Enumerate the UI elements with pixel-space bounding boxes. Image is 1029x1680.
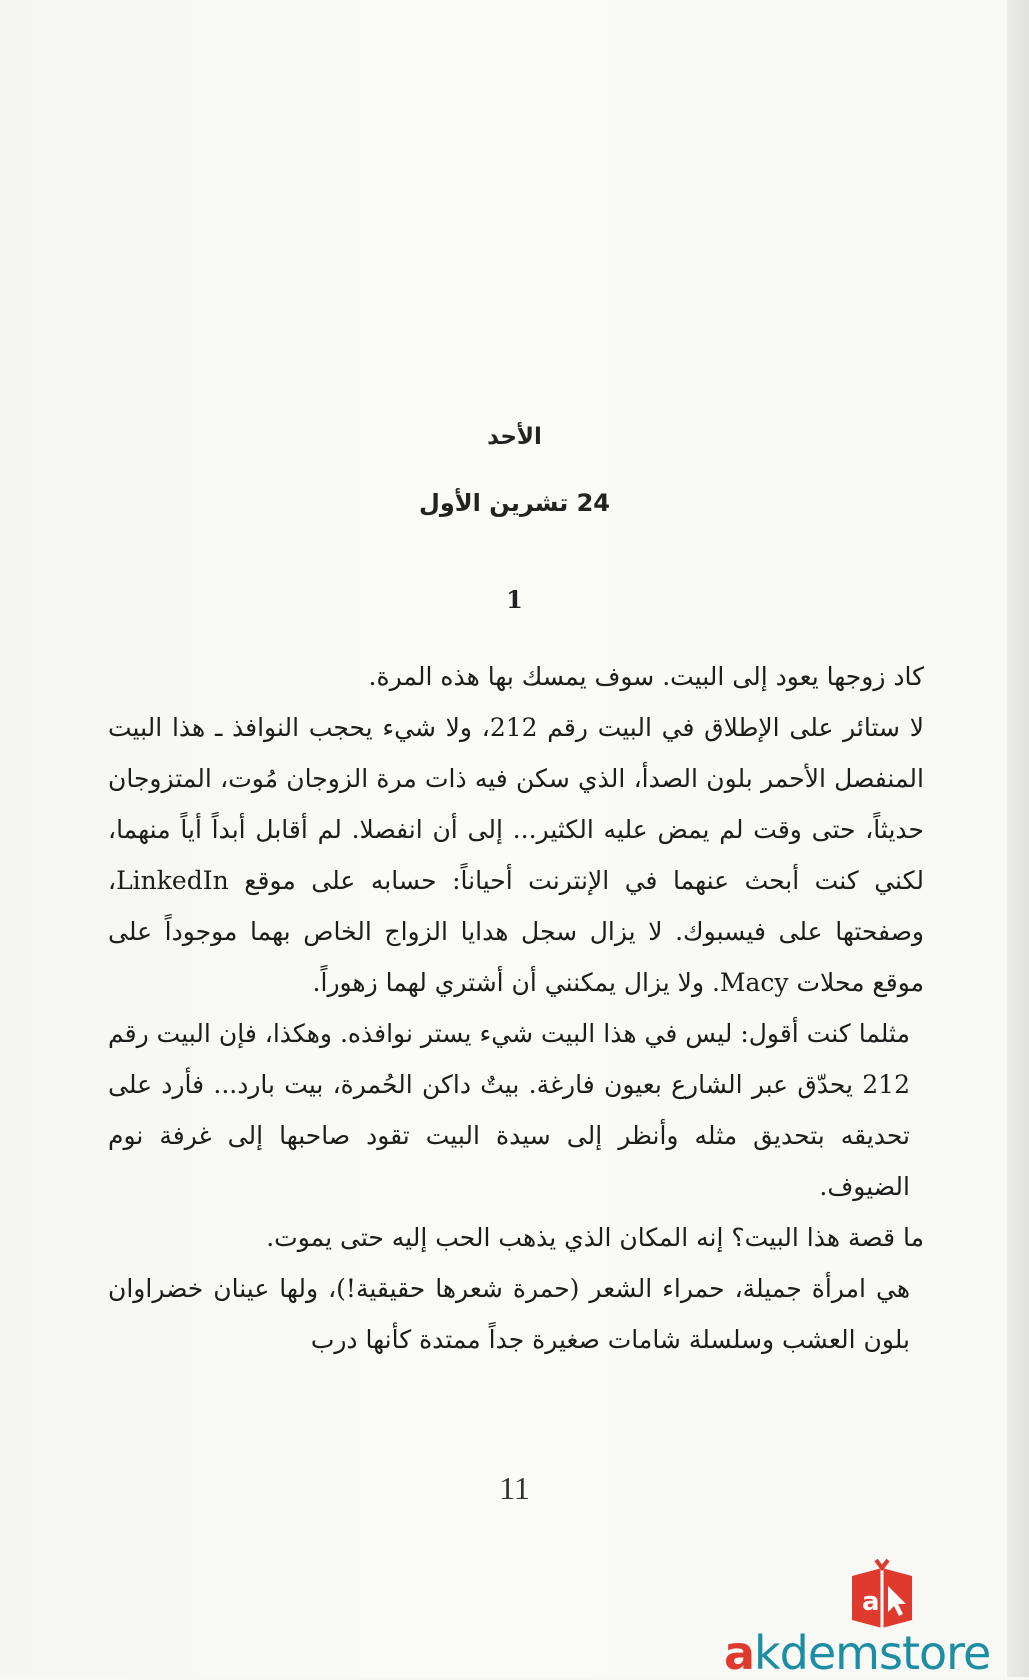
paragraph: هي امرأة جميلة، حمراء الشعر (حمرة شعرها حقيقية!)، ولها عينان خضراوان بلون العشب وسلسلة شامات صغيرة جداً ممتدة كأنها درب <box>108 1274 910 1354</box>
page-edge <box>1007 0 1029 1677</box>
paragraph: ما قصة هذا البيت؟ إنه المكان الذي يذهب الحب إليه حتى يموت. <box>266 1223 924 1252</box>
watermark-brand-rest: kdemstore <box>754 1626 991 1680</box>
paragraph: كاد زوجها يعود إلى البيت. سوف يمسك بها هذه المرة. <box>368 662 924 691</box>
body-text <box>108 651 924 1365</box>
watermark <box>724 1558 1029 1680</box>
paragraph: مثلما كنت أقول: ليس في هذا البيت شيء يستر نوافذه. وهكذا، فإن البيت رقم 212 يحدّق عبر الشارع بعيون فارغة. بيتٌ داكن الحُمرة، بيت بارد... فأرد على تحديقه بتحديق مثله وأنظر إلى سيدة البيت تقود صاحبها إلى غرفة نوم الضيوف. <box>108 1019 910 1201</box>
watermark-text <box>724 1626 990 1680</box>
chapter-date: 24 تشرين الأول <box>419 489 610 517</box>
page-number: 11 <box>499 1470 530 1506</box>
svg-text:a: a <box>862 1587 880 1617</box>
chapter-day: الأحد <box>487 424 542 450</box>
chapter-number: 1 <box>506 585 523 614</box>
watermark-brand-a: a <box>724 1626 755 1680</box>
book-cursor-logo-icon <box>846 1558 918 1630</box>
paragraph: لا ستائر على الإطلاق في البيت رقم 212، ولا شيء يحجب النوافذ ـ هذا البيت المنفصل الأحمر بلون الصدأ، الذي سكن فيه ذات مرة الزوجان مُوت، المتزوجان حديثاً، حتى وقت لم يمض عليه الكثير... إلى أن انفصلا. لم أقابل أبداً أياً منهما، لكني كنت أبحث عنهما في الإنترنت أحياناً: حسابه على موقع LinkedIn، وصفحتها على فيسبوك. لا يزال سجل هدايا الزواج الخاص بهما موجوداً على موقع محلات Macy. ولا يزال يمكنني أن أشتري لهما زهوراً. <box>108 713 925 997</box>
